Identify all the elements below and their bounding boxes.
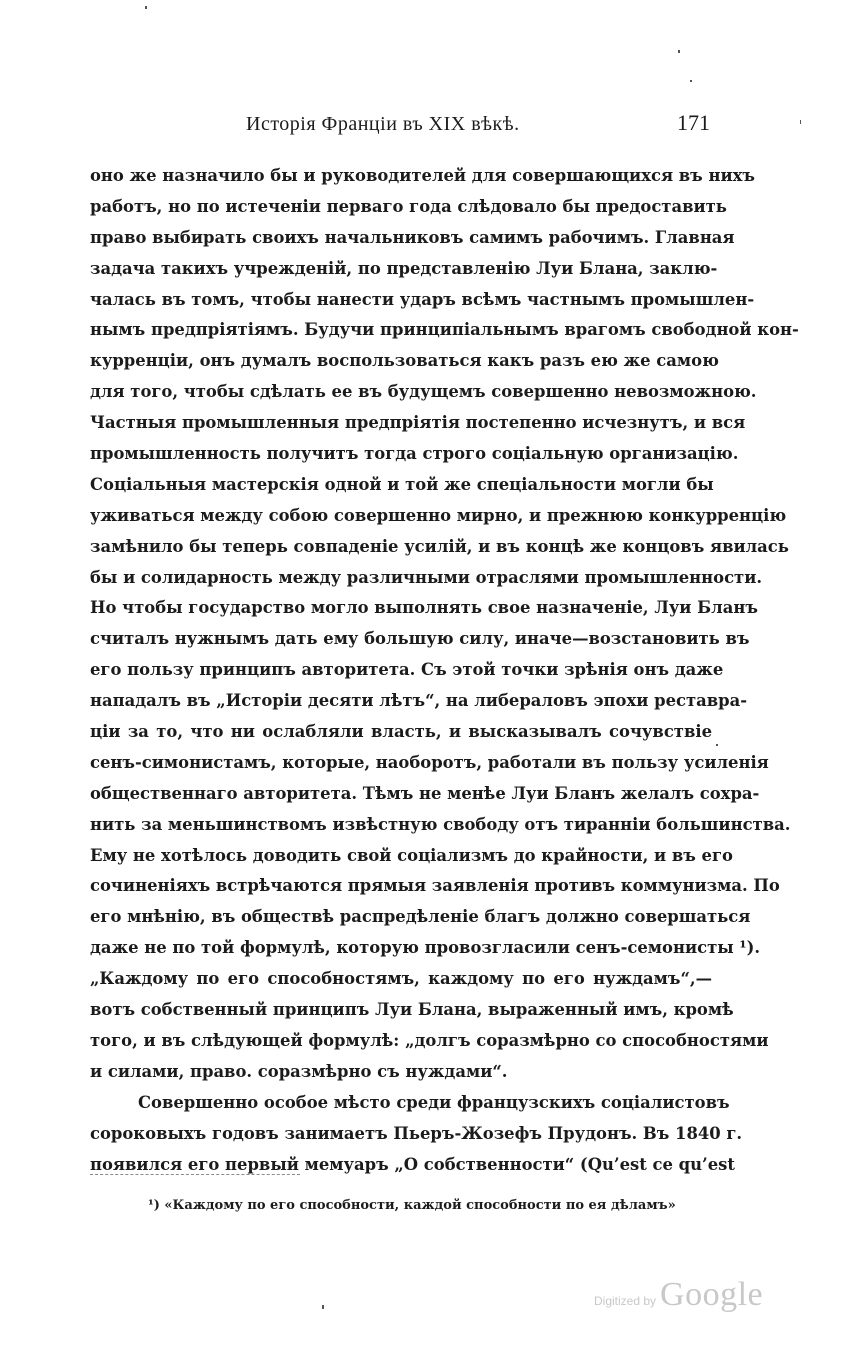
- scan-speck: [145, 6, 147, 9]
- text-line: появился его первый мемуаръ „О собственности“ (Qu’est ce qu’est: [90, 1154, 735, 1174]
- text-line: сороковыхъ годовъ занимаетъ Пьеръ-Жозефъ Прудонъ. Въ 1840 г.: [90, 1123, 743, 1143]
- running-head: [246, 110, 710, 144]
- text-line: его пользу принципъ авторитета. Съ этой точки зрѣнія онъ даже: [90, 660, 724, 680]
- page-number: 171: [677, 110, 710, 135]
- scan-speck: [800, 120, 801, 124]
- text-line: нападалъ въ „Исторіи десяти лѣтъ“, на либераловъ эпохи реставра-: [90, 691, 748, 711]
- text-line: право выбирать своихъ начальниковъ самимъ рабочимъ. Главная: [90, 227, 735, 247]
- text-line: сенъ-симонистамъ, которые, наоборотъ, работали въ пользу усиленія: [90, 752, 769, 772]
- body-text: [90, 161, 799, 1180]
- footnote: ¹) «Каждому по его способности, каждой способности по ея дѣламъ»: [148, 1198, 676, 1213]
- digitized-by-label: Digitized by: [594, 1294, 657, 1308]
- text-line: задача такихъ учрежденій, по представленію Луи Блана, заклю-: [90, 258, 718, 278]
- text-line: общественнаго авторитета. Тѣмъ не менѣе Луи Бланъ желалъ сохра-: [90, 783, 760, 803]
- text-line: уживаться между собою совершенно мирно, и прежнюю конкурренцію: [90, 505, 787, 525]
- text-line: Соціальныя мастерскія одной и той же спеціальности могли бы: [90, 474, 714, 494]
- text-line: вотъ собственный принципъ Луи Блана, выраженный имъ, кромѣ: [90, 1000, 734, 1020]
- text-line: ціи за то, что ни ослабляли власть, и высказывалъ сочувствіе: [90, 722, 712, 742]
- text-line: Но чтобы государство могло выполнять свое назначеніе, Луи Бланъ: [90, 598, 758, 618]
- text-line: „Каждому по его способностямъ, каждому по его нуждамъ“,—: [90, 969, 712, 989]
- text-line: его мнѣнію, въ обществѣ распредѣленіе благъ должно совершаться: [90, 907, 751, 927]
- scan-speck: [678, 50, 680, 53]
- text-line: даже не по той формулѣ, которую провозгласили сенъ-семонисты ¹).: [90, 938, 761, 958]
- text-line: нить за меньшинствомъ извѣстную свободу отъ тиранніи большинства.: [90, 814, 791, 834]
- text-line: чалась въ томъ, чтобы нанести ударъ всѣмъ частнымъ промышлен-: [90, 289, 755, 309]
- text-line: Ему не хотѣлось доводить свой соціализмъ до крайности, и въ его: [90, 845, 733, 865]
- text-line: замѣнило бы теперь совпаденіе усилій, и въ концѣ же концовъ явилась: [90, 536, 789, 556]
- text-line: нымъ предпріятіямъ. Будучи принципіальнымъ врагомъ свободной кон-: [90, 320, 799, 340]
- text-line: курренціи, онъ думалъ воспользоваться какъ разъ ею же самою: [90, 351, 719, 371]
- text-line: промышленность получитъ тогда строго соціальную организацію.: [90, 444, 739, 464]
- text-line: считалъ нужнымъ дать ему большую силу, иначе—возстановить въ: [90, 629, 750, 649]
- scan-speck: [690, 80, 692, 82]
- scan-speck: [716, 744, 718, 746]
- text-line: бы и солидарность между различными отраслями промышленности.: [90, 567, 763, 587]
- text-line: и силами, право. соразмѣрно съ нуждами“.: [90, 1061, 508, 1081]
- digitized-watermark: [594, 1276, 774, 1316]
- footnote-divider: [90, 1174, 300, 1175]
- text-line: для того, чтобы сдѣлать ее въ будущемъ совершенно невозможною.: [90, 382, 757, 402]
- text-line: оно же назначило бы и руководителей для совершающихся въ нихъ: [90, 166, 755, 185]
- text-line: того, и въ слѣдующей формулѣ: „долгъ соразмѣрно со способностями: [90, 1030, 769, 1050]
- text-line: Частныя промышленныя предпріятія постепенно исчезнутъ, и вся: [90, 413, 746, 433]
- scan-speck: [322, 1305, 324, 1309]
- paragraph-start-line: Совершенно особое мѣсто среди французскихъ соціалистовъ: [138, 1092, 730, 1112]
- text-line: сочиненіяхъ встрѣчаются прямыя заявленія противъ коммунизма. По: [90, 876, 780, 896]
- google-logo: Google: [660, 1276, 764, 1313]
- text-line: работъ, но по истеченіи перваго года слѣдовало бы предоставить: [90, 196, 727, 216]
- running-title: Исторія Франціи въ XIX вѣкѣ.: [246, 113, 520, 135]
